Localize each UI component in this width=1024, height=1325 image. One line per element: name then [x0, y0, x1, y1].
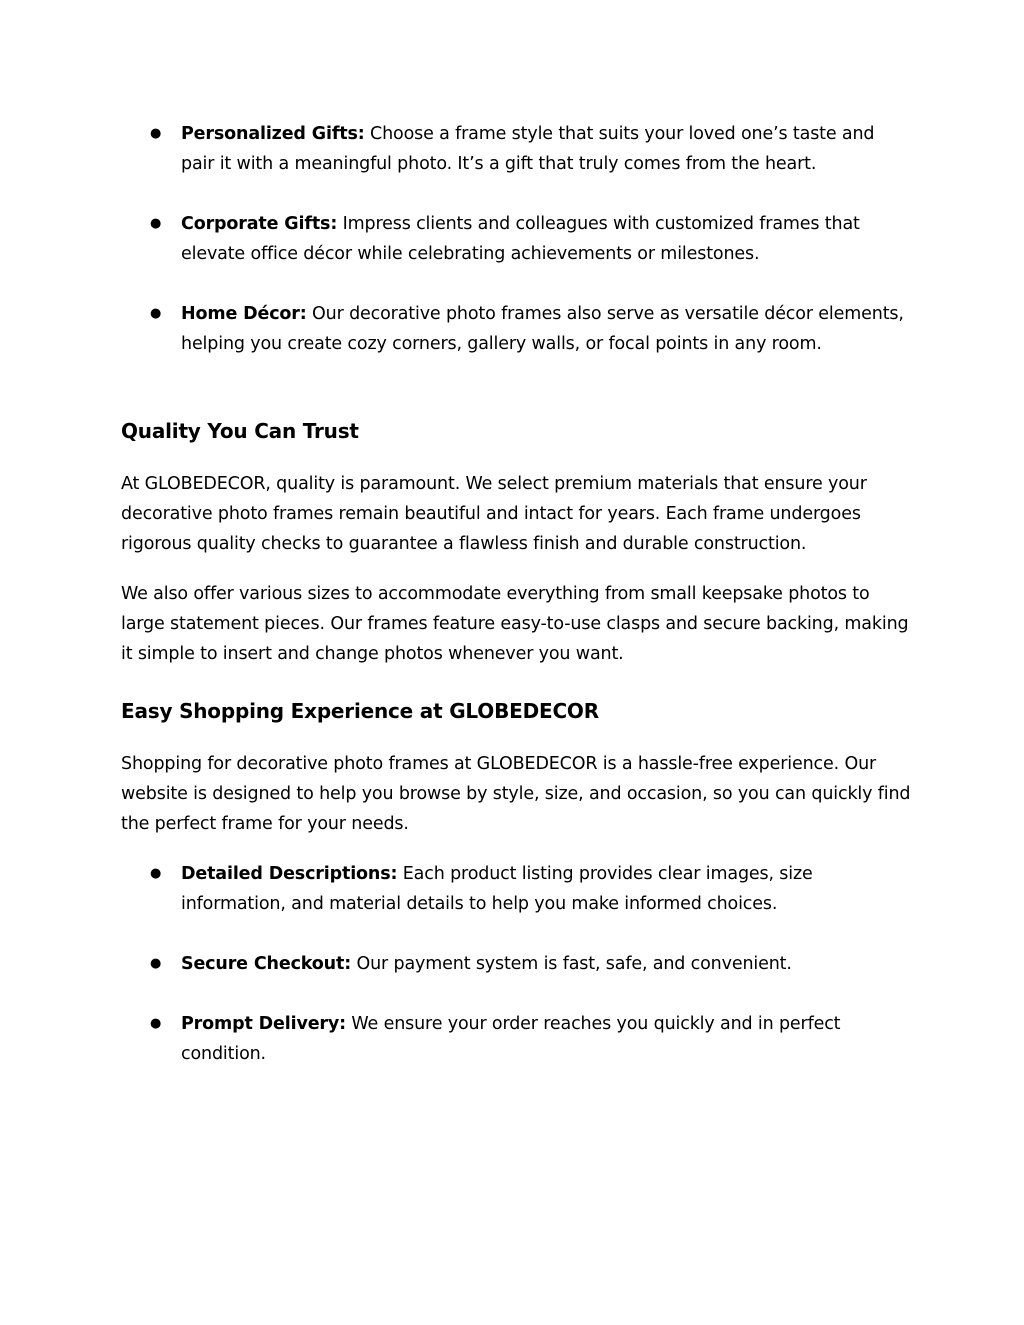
list-item-text: Each product listing provides clear images, size information, and material details to help you make informed choices.: [181, 864, 813, 914]
list-item-label: Personalized Gifts:: [181, 124, 365, 144]
list-item-text: Choose a frame style that suits your loved one’s taste and pair it with a meaningful photo. It’s a gift that truly comes from the heart.: [181, 124, 875, 174]
bullet-icon: ●: [150, 956, 162, 971]
bullet-icon: ●: [150, 1016, 162, 1031]
quality-paragraph-1: At GLOBEDECOR, quality is paramount. We select premium materials that ensure your decorative photo frames remain beautiful and intact for years. Each frame undergoes rigorous quality checks to guarantee a flawless finish and durable construction.: [121, 474, 867, 554]
list-item: [121, 209, 911, 269]
list-item-text: Our payment system is fast, safe, and convenient.: [351, 954, 792, 974]
list-item: [121, 1009, 911, 1069]
page-content: [121, 119, 911, 1069]
shopping-paragraph: Shopping for decorative photo frames at GLOBEDECOR is a hassle-free experience. Our website is designed to help you browse by style, size, and occasion, so you can quickly find the perfect frame for your needs.: [121, 754, 911, 834]
shopping-heading: Easy Shopping Experience at GLOBEDECOR: [121, 699, 599, 723]
shopping-features-list: [121, 859, 911, 1069]
gift-uses-list: [121, 119, 911, 359]
quality-heading: Quality You Can Trust: [121, 419, 359, 443]
list-item: [121, 859, 911, 919]
list-item: [121, 119, 911, 179]
bullet-icon: ●: [150, 866, 162, 881]
list-item: [121, 949, 911, 979]
list-item-text: Impress clients and colleagues with customized frames that elevate office décor while celebrating achievements or milestones.: [181, 214, 860, 264]
list-item-text: We ensure your order reaches you quickly and in perfect condition.: [181, 1014, 841, 1064]
quality-paragraph-2: We also offer various sizes to accommodate everything from small keepsake photos to large statement pieces. Our frames feature easy-to-use clasps and secure backing, making it simple to insert and change photos whenever you want.: [121, 584, 909, 664]
list-item-label: Corporate Gifts:: [181, 214, 338, 234]
bullet-icon: ●: [150, 126, 162, 141]
bullet-icon: ●: [150, 216, 162, 231]
list-item-label: Prompt Delivery:: [181, 1014, 347, 1034]
list-item: [121, 299, 911, 359]
list-item-label: Secure Checkout:: [181, 954, 352, 974]
bullet-icon: ●: [150, 306, 162, 321]
list-item-label: Detailed Descriptions:: [181, 864, 398, 884]
list-item-text: Our decorative photo frames also serve as versatile décor elements, helping you create cozy corners, gallery walls, or focal points in any room.: [181, 304, 904, 354]
list-item-label: Home Décor:: [181, 304, 307, 324]
